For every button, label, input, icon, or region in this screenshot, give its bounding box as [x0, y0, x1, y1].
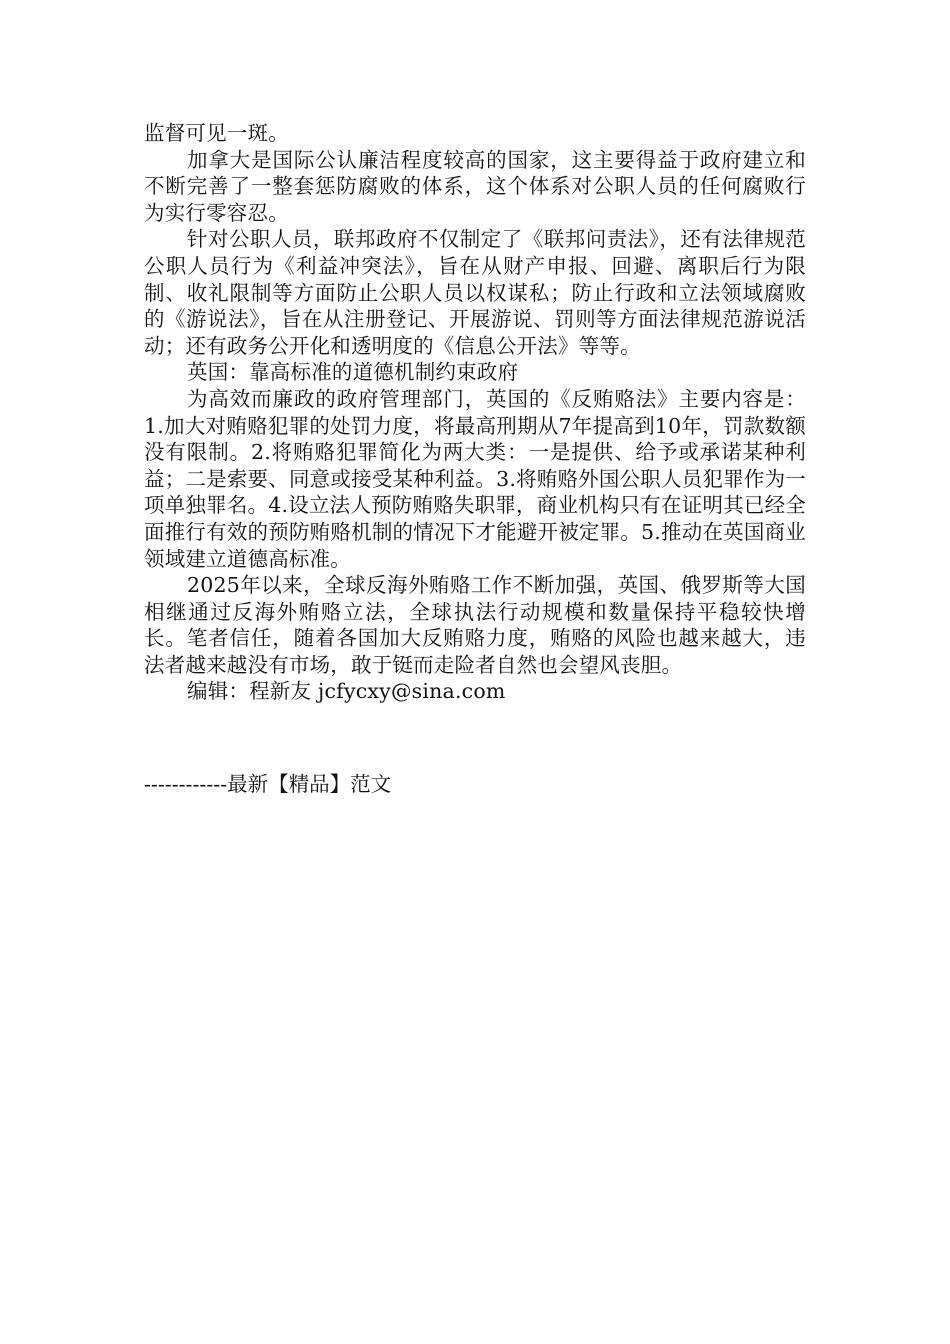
paragraph-continuation: 监督可见一斑。	[144, 121, 289, 145]
document-footer: ------------最新【精品】范文	[144, 772, 392, 796]
paragraph-global-trend: 2025年以来，全球反海外贿赂工作不断加强，英国、俄罗斯等大国相继通过反海外贿赂立法，全球执法行动规模和数量保持平稳较快增长。笔者信任，随着各国加大反贿赂力度，贿赂的风险也越来越大，违法者越来越没有市场，敢于铤而走险者自然也会望风丧胆。	[144, 573, 806, 677]
paragraph-canada-intro: 加拿大是国际公认廉洁程度较高的国家，这主要得益于政府建立和不断完善了一整套惩防腐败的体系，这个体系对公职人员的任何腐败行为实行零容忍。	[144, 147, 806, 225]
section-heading-uk: 英国：靠高标准的道德机制约束政府	[187, 360, 519, 385]
editor-credit: 编辑：程新友 jcfycxy@sina.com	[187, 679, 506, 704]
paragraph-canada-laws: 针对公职人员，联邦政府不仅制定了《联邦问责法》，还有法律规范公职人员行为《利益冲突法》，旨在从财产申报、回避、离职后行为限制、收礼限制等方面防止公职人员以权谋私；防止行政和立法领域腐败的《游说法》，旨在从注册登记、开展游说、罚则等方面法律规范游说活动；还有政务公开化和透明度的《信息公开法》等等。	[144, 227, 806, 358]
paragraph-uk-bribery-act: 为高效而廉政的政府管理部门，英国的《反贿赂法》主要内容是：1.加大对贿赂犯罪的处罚力度，将最高刑期从7年提高到10年，罚款数额没有限制。2.将贿赂犯罪简化为两大类：一是提供、给予或承诺某种利益；二是索要、同意或接受某种利益。3.将贿赂外国公职人员犯罪作为一项单独罪名。4.设立法人预防贿赂失职罪，商业机构只有在证明其已经全面推行有效的预防贿赂机制的情况下才能避开被定罪。5.推动在英国商业领域建立道德高标准。	[144, 386, 806, 571]
document-body	[144, 120, 806, 705]
